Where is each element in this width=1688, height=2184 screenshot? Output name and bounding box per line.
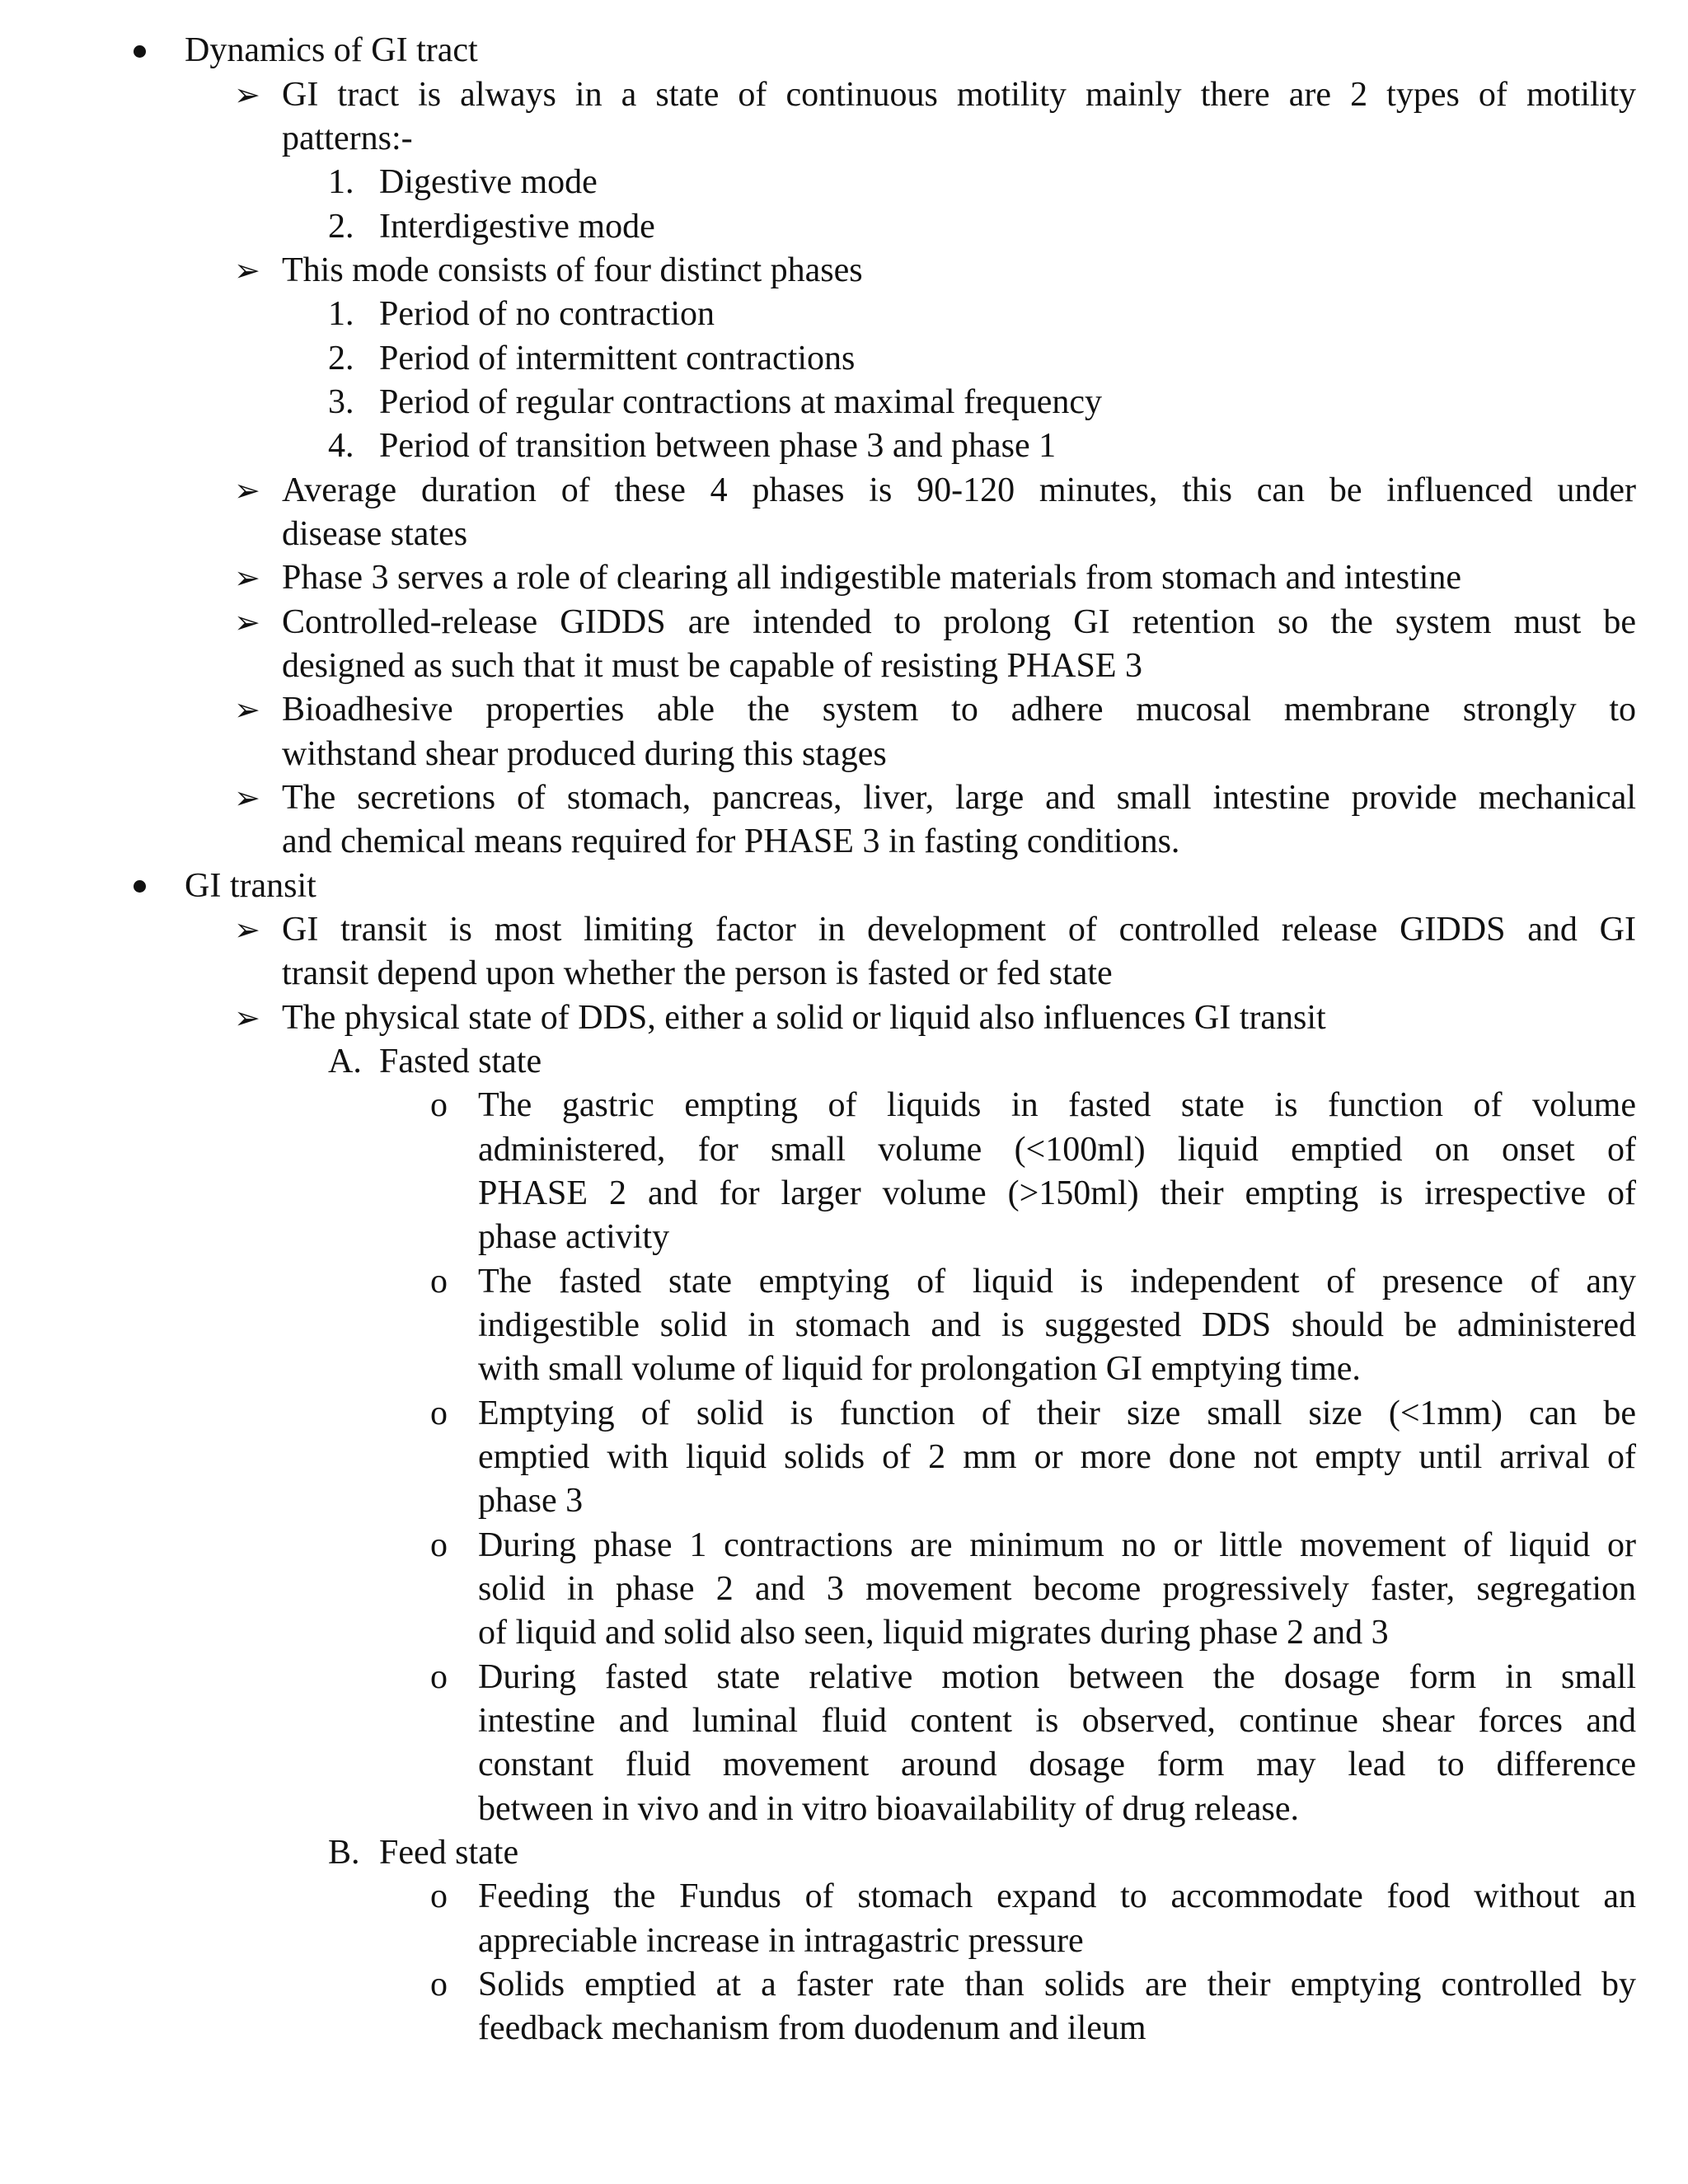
item-text-line: solid in phase 2 and 3 movement become progressively faster, segregation bbox=[478, 1569, 1636, 1608]
list-number: 4. bbox=[328, 427, 354, 466]
item-text-line: During phase 1 contractions are minimum no or little movement of liquid or bbox=[478, 1526, 1636, 1564]
item-text-line: of liquid and solid also seen, liquid migrates during phase 2 and 3 bbox=[478, 1614, 1389, 1652]
item-text-line: The gastric empting of liquids in fasted state is function of volume bbox=[478, 1086, 1636, 1125]
item-text-line: feedback mechanism from duodenum and ileum bbox=[478, 2009, 1146, 2048]
group-letter: A. bbox=[328, 1042, 362, 1080]
list-item-text: Period of transition between phase 3 and phase 1 bbox=[379, 427, 1057, 466]
section-heading: Dynamics of GI tract bbox=[185, 31, 478, 70]
item-text-line: emptied with liquid solids of 2 mm or more done not empty until arrival of bbox=[478, 1437, 1636, 1476]
arrow-bullet-icon: ➢ bbox=[234, 471, 260, 509]
point-text-line: Bioadhesive properties able the system to adhere mucosal membrane strongly to bbox=[282, 691, 1636, 729]
point-text-line: disease states bbox=[282, 514, 468, 553]
list-item-text: Digestive mode bbox=[379, 163, 598, 202]
arrow-bullet-icon: ➢ bbox=[234, 603, 260, 640]
list-number: 2. bbox=[328, 207, 354, 246]
list-item-text: Period of regular contractions at maximal frequency bbox=[379, 382, 1102, 421]
circle-bullet-icon: o bbox=[430, 1657, 448, 1696]
point-text-line: withstand shear produced during this stages bbox=[282, 734, 887, 773]
item-text-line: Solids emptied at a faster rate than solids are their emptying controlled by bbox=[478, 1965, 1636, 2004]
item-text-line: Feeding the Fundus of stomach expand to accommodate food without an bbox=[478, 1877, 1636, 1916]
point-text-line: The physical state of DDS, either a solid or liquid also influences GI transit bbox=[282, 998, 1326, 1037]
bullet-dot-icon bbox=[134, 880, 146, 893]
list-item-text: Period of intermittent contractions bbox=[379, 339, 856, 377]
item-text-line: constant fluid movement around dosage form may lead to difference bbox=[478, 1746, 1636, 1784]
circle-bullet-icon: o bbox=[430, 1394, 448, 1432]
item-text-line: administered, for small volume (<100ml) liquid emptied on onset of bbox=[478, 1130, 1636, 1169]
item-text-line: PHASE 2 and for larger volume (>150ml) their empting is irrespective of bbox=[478, 1174, 1636, 1212]
point-text-line: GI tract is always in a state of continuous motility mainly there are 2 types of motility bbox=[282, 75, 1636, 114]
item-text-line: indigestible solid in stomach and is suggested DDS should be administered bbox=[478, 1305, 1636, 1344]
list-number: 3. bbox=[328, 382, 354, 421]
point-text-line: The secretions of stomach, pancreas, liver, large and small intestine provide mechanical bbox=[282, 778, 1636, 817]
circle-bullet-icon: o bbox=[430, 1965, 448, 2004]
section-heading: GI transit bbox=[185, 866, 316, 905]
list-number: 1. bbox=[328, 295, 354, 334]
item-text-line: During fasted state relative motion between the dosage form in small bbox=[478, 1657, 1636, 1696]
list-number: 2. bbox=[328, 339, 354, 377]
item-text-line: The fasted state emptying of liquid is independent of presence of any bbox=[478, 1262, 1636, 1301]
group-title: Feed state bbox=[379, 1833, 519, 1872]
list-item-text: Interdigestive mode bbox=[379, 207, 655, 246]
list-number: 1. bbox=[328, 163, 354, 202]
item-text-line: phase 3 bbox=[478, 1482, 584, 1521]
arrow-bullet-icon: ➢ bbox=[234, 560, 260, 597]
point-text-line: Phase 3 serves a role of clearing all indigestible materials from stomach and intestine bbox=[282, 559, 1462, 598]
point-text-line: This mode consists of four distinct phases bbox=[282, 251, 863, 289]
item-text-line: intestine and luminal fluid content is observed, continue shear forces and bbox=[478, 1701, 1636, 1740]
group-title: Fasted state bbox=[379, 1042, 542, 1080]
point-text-line: GI transit is most limiting factor in development of controlled release GIDDS and GI bbox=[282, 910, 1636, 949]
group-letter: B. bbox=[328, 1833, 360, 1872]
circle-bullet-icon: o bbox=[430, 1262, 448, 1301]
circle-bullet-icon: o bbox=[430, 1877, 448, 1916]
item-text-line: Emptying of solid is function of their size small size (<1mm) can be bbox=[478, 1394, 1636, 1432]
arrow-bullet-icon: ➢ bbox=[234, 999, 260, 1036]
point-text-line: Controlled-release GIDDS are intended to prolong GI retention so the system must be bbox=[282, 602, 1636, 641]
point-text-line: transit depend upon whether the person is fasted or fed state bbox=[282, 954, 1113, 993]
arrow-bullet-icon: ➢ bbox=[234, 691, 260, 729]
list-item-text: Period of no contraction bbox=[379, 295, 715, 334]
point-text-line: designed as such that it must be capable of resisting PHASE 3 bbox=[282, 646, 1142, 685]
item-text-line: appreciable increase in intragastric pressure bbox=[478, 1921, 1084, 1960]
arrow-bullet-icon: ➢ bbox=[234, 76, 260, 113]
item-text-line: phase activity bbox=[478, 1218, 670, 1257]
arrow-bullet-icon: ➢ bbox=[234, 911, 260, 948]
bullet-dot-icon bbox=[134, 45, 146, 58]
circle-bullet-icon: o bbox=[430, 1526, 448, 1564]
point-text-line: and chemical means required for PHASE 3 in fasting conditions. bbox=[282, 823, 1180, 861]
item-text-line: with small volume of liquid for prolongation GI emptying time. bbox=[478, 1350, 1361, 1389]
arrow-bullet-icon: ➢ bbox=[234, 779, 260, 816]
item-text-line: between in vivo and in vitro bioavailability of drug release. bbox=[478, 1789, 1300, 1828]
point-text-line: patterns:- bbox=[282, 119, 413, 157]
point-text-line: Average duration of these 4 phases is 90-120 minutes, this can be influenced under bbox=[282, 471, 1636, 509]
circle-bullet-icon: o bbox=[430, 1086, 448, 1125]
arrow-bullet-icon: ➢ bbox=[234, 251, 260, 288]
